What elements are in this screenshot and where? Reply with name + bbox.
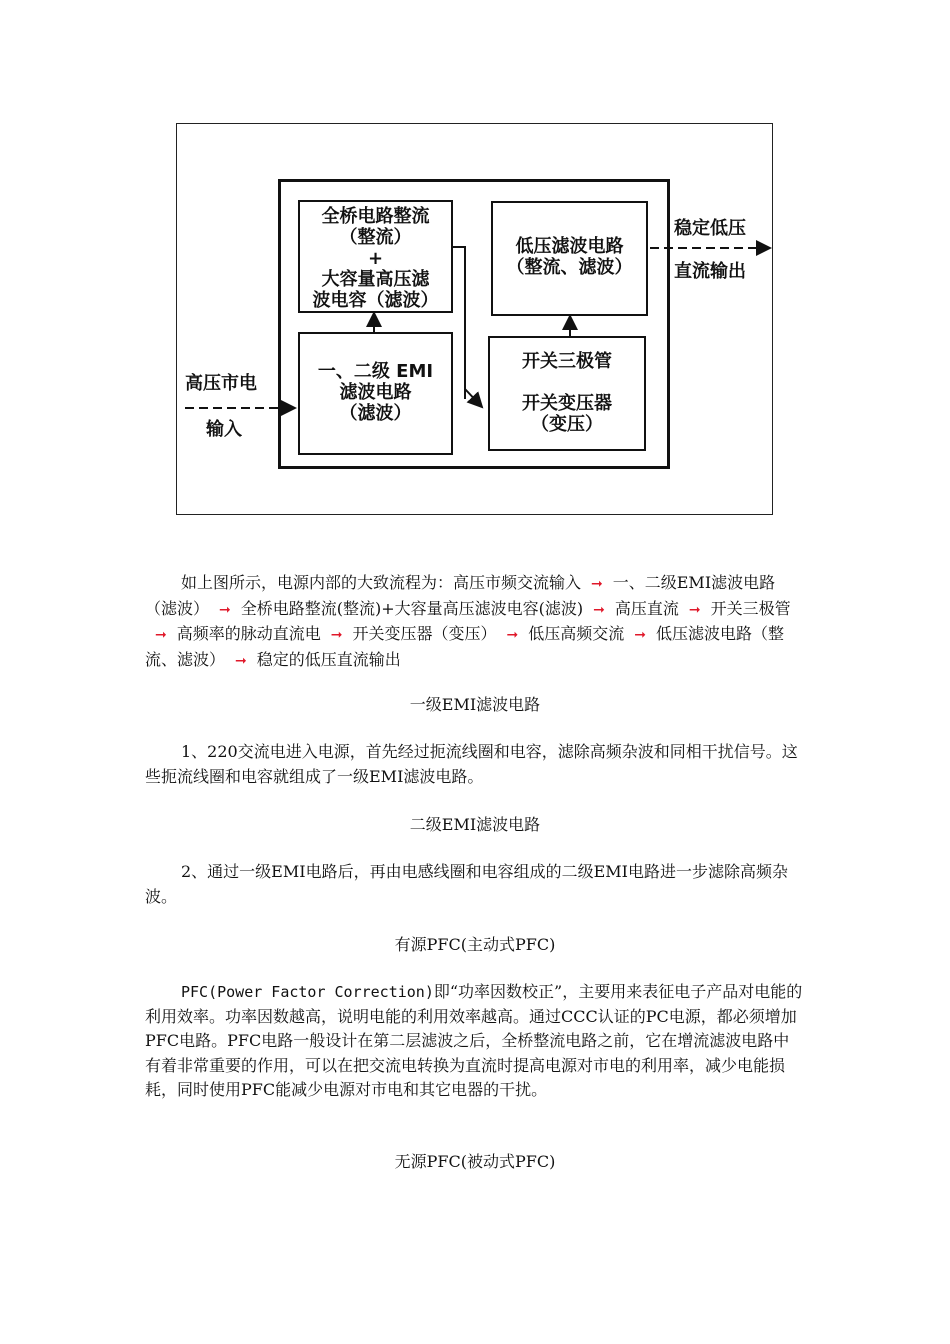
- rectifier-line: +: [367, 248, 384, 269]
- red-arrow-icon: ➞: [688, 601, 701, 618]
- paragraph-emi-2: 2、通过一级EMI电路后，再由电感线圈和电容组成的二级EMI电路进一步滤除高频杂波。: [145, 862, 788, 906]
- input-label-bottom: 输入: [206, 419, 242, 440]
- heading-emi-2: 二级EMI滤波电路: [409, 815, 541, 834]
- flow-step: 开关三极管: [710, 598, 791, 618]
- output-label-top: 稳定低压: [674, 218, 746, 239]
- emi-line: （滤波）: [339, 403, 412, 424]
- switch-line: [490, 372, 644, 393]
- rectifier-line: 全桥电路整流: [321, 206, 430, 227]
- rectifier-box: [298, 200, 453, 313]
- emi-filter-box: [298, 332, 453, 455]
- flow-intro: 如上图所示，电源内部的大致流程为：高压市频交流输入: [181, 573, 582, 592]
- low-voltage-filter-box: [491, 201, 648, 316]
- heading-passive-pfc: 无源PFC(被动式PFC): [394, 1152, 556, 1171]
- red-arrow-icon: ➞: [591, 576, 603, 592]
- red-arrow-icon: ➞: [219, 601, 231, 618]
- flow-step: 全桥电路整流(整流)+大容量高压滤波电容(滤波): [240, 598, 584, 618]
- flow-step: 稳定的低压直流输出: [256, 649, 401, 669]
- rectifier-line: 波电容（滤波）: [312, 290, 439, 311]
- flow-step: 开关变压器（变压）: [352, 624, 497, 643]
- red-arrow-icon: ➞: [235, 652, 247, 669]
- flow-paragraph: [145, 571, 805, 673]
- emi-line: 滤波电路: [339, 382, 412, 403]
- rectifier-line: 大容量高压滤: [321, 269, 430, 290]
- switch-line: （变压）: [531, 414, 603, 435]
- filter-line: （整流、滤波）: [506, 257, 633, 278]
- switch-line: 开关三极管: [522, 351, 612, 372]
- flow-step: 高压直流: [614, 598, 679, 618]
- red-arrow-icon: ➞: [634, 627, 646, 643]
- block-diagram: [176, 123, 773, 515]
- heading-emi-1: 一级EMI滤波电路: [409, 695, 541, 714]
- switch-line: 开关变压器: [522, 393, 612, 414]
- flow-step: 一、二级EMI滤波电路（滤波）: [145, 573, 776, 618]
- flow-step: 低压滤波电路（整流、滤波）: [145, 624, 784, 669]
- flow-step: 高频率的脉动直流电: [176, 624, 321, 643]
- red-arrow-icon: ➞: [155, 627, 167, 643]
- filter-line: 低压滤波电路: [515, 236, 624, 257]
- input-label-top: 高压市电: [185, 373, 257, 394]
- red-arrow-icon: ➞: [506, 627, 519, 643]
- red-arrow-icon: ➞: [593, 601, 605, 618]
- emi-line: 一、二级 EMI: [317, 361, 434, 382]
- output-label-bottom: 直流输出: [674, 261, 746, 282]
- heading-active-pfc: 有源PFC(主动式PFC): [394, 935, 556, 954]
- flow-step: 低压高频交流: [528, 624, 625, 643]
- rectifier-line: （整流）: [339, 227, 412, 248]
- red-arrow-icon: ➞: [330, 627, 343, 643]
- switch-transformer-box: [488, 336, 646, 451]
- paragraph-emi-1: 1、220交流电进入电源，首先经过扼流线圈和电容，滤除高频杂波和同相干扰信号。这些扼流线圈和电容就组成了一级EMI滤波电路。: [145, 742, 798, 786]
- pfc-term: PFC(Power Factor Correction): [181, 983, 434, 1001]
- paragraph-active-pfc: [145, 980, 805, 1103]
- pfc-description: 即“功率因数校正”，主要用来表征电子产品对电能的利用效率。功率因数越高，说明电能的利用效率越高。通过CCC认证的PC电源，都必须增加PFC电路。PFC电路一般设计在第二层滤波之后，全桥整流电路之前，它在增流滤波电路中有着非常重要的作用，可以在把交流电转换为直流时提高电源对市电的利用率，减少电能损耗，同时使用PFC能减少电源对市电和其它电器的干扰。: [145, 982, 803, 1099]
